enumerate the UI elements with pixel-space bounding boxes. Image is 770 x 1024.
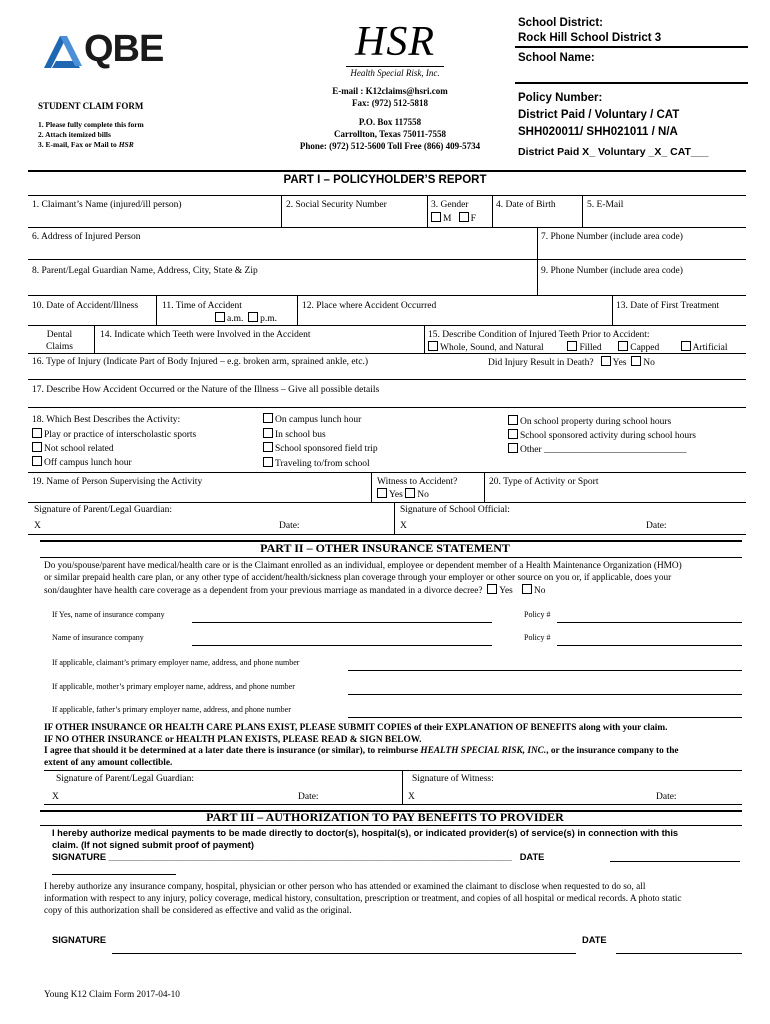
part2-title: PART II – OTHER INSURANCE STATEMENT — [260, 541, 510, 555]
p3-signature-label: SIGNATURE — [52, 935, 107, 945]
other-ins-yes-checkbox[interactable] — [487, 584, 497, 594]
activity-col-2: On campus lunch hour In school bus School sponsored field trip Traveling to/from school — [263, 413, 378, 471]
part3-paragraph: I hereby authorize any insurance company, hospital, physician or other person who has attended or examined the claimant to disclose when requested to do so, all information with respect to any injury, policy coverage, medical history, consultation, prescription or treatment, and copies of all hospital or medical records. A photo static copy of this authorization shall be considered as effective and valid as the original. — [44, 882, 682, 916]
policy-block — [518, 90, 708, 161]
dental-claims-label: Dental Claims — [46, 330, 73, 352]
policy-line-3: District Paid X_ Voluntary _X_ CAT___ — [518, 146, 709, 158]
field-guardian-phone: 9. Phone Number (include area code) — [541, 266, 683, 276]
witness-question: Witness to Accident? Yes No — [377, 477, 458, 500]
gender-f-checkbox[interactable] — [459, 212, 469, 222]
filled-checkbox[interactable] — [567, 341, 577, 351]
qbe-logo-text: QBE — [84, 28, 164, 70]
sig-parent-date: Date: — [279, 521, 300, 531]
field-place: 12. Place where Accident Occurred — [302, 301, 437, 311]
policy-no-label-2: Policy # — [524, 633, 551, 642]
claimant-employer-label: If applicable, claimant’s primary employer name, address, and phone number — [52, 658, 300, 667]
field-email: 5. E-Mail — [587, 200, 624, 210]
hsr-logo-text: HSR — [355, 19, 435, 65]
other-checkbox[interactable] — [508, 443, 518, 453]
field-ssn: 2. Social Security Number — [286, 200, 387, 210]
sig-official-date: Date: — [646, 521, 667, 531]
field-guardian: 8. Parent/Legal Guardian Name, Address, City, State & Zip — [32, 266, 258, 276]
part2-notice: IF OTHER INSURANCE OR HEALTH CARE PLANS EXIST, PLEASE SUBMIT COPIES of their EXPLANATION OF BENEFITS along with your claim. IF NO OTHER INSURANCE or HEALTH PLAN EXISTS, PLEASE READ & SIGN BELOW. I agree that should it be determined at a later date there is insurance (or similar), to reimburse HEALTH SPECIAL RISK, INC., or the insurance company to the extent of any amount collectible. — [44, 723, 679, 768]
activity-col-1: Play or practice of interscholastic sports Not school related Off campus lunch hour — [32, 428, 196, 470]
field-first-treatment: 13. Date of First Treatment — [616, 301, 720, 311]
field-claimant-name: 1. Claimant’s Name (injured/ill person) — [32, 200, 182, 210]
not-school-checkbox[interactable] — [32, 442, 42, 452]
part1-title: PART I – POLICYHOLDER’S REPORT — [283, 174, 487, 186]
policy-line-1: District Paid / Voluntary / CAT — [518, 109, 680, 121]
am-checkbox[interactable] — [215, 312, 225, 322]
sig-official-label: Signature of School Official: — [400, 505, 510, 515]
instruction-3: 3. E-mail, Fax or Mail to HSR — [38, 140, 134, 149]
ins-name-label: Name of insurance company — [52, 633, 144, 642]
death-no-checkbox[interactable] — [631, 356, 641, 366]
contact-city: Carrollton, Texas 75011-7558 — [333, 129, 447, 139]
time-options: a.m. p.m. — [215, 312, 277, 325]
play-checkbox[interactable] — [32, 428, 42, 438]
contact-fax: Fax: (972) 512-5818 — [352, 98, 428, 108]
district-label: School District: — [518, 17, 603, 29]
qbe-logo-icon — [40, 30, 84, 72]
p2-sig-parent-label: Signature of Parent/Legal Guardian: — [56, 774, 194, 784]
field-injury-type: 16. Type of Injury (Indicate Part of Body Injured – e.g. broken arm, sprained ankle, etc.) — [32, 357, 369, 367]
field-activity-type: 20. Type of Activity or Sport — [489, 477, 599, 487]
activity-col-3: On school property during school hours School sponsored activity during school hours Other ______________________________ — [508, 415, 696, 457]
school-name-label: School Name: — [518, 52, 595, 64]
witness-no-checkbox[interactable] — [405, 488, 415, 498]
sig-parent-label: Signature of Parent/Legal Guardian: — [34, 505, 172, 515]
ins-yes-label: If Yes, name of insurance company — [52, 610, 165, 619]
school-property-checkbox[interactable] — [508, 415, 518, 425]
part2-paragraph: Do you/spouse/parent have medical/health care or is the Claimant enrolled as an individual, employee or dependent member of a Health Maintenance Organization (HMO) or similar prepaid health care plan, or any other type of accident/health/sickness plan coverage through your employer or other source on you or, if applicable, does your son/daughter have health care coverage as a dependent from your previous marriage as mandated in a divorce decree? Yes No — [44, 561, 682, 596]
hsr-logo — [340, 19, 450, 78]
p3-date-label-2: DATE — [582, 935, 607, 945]
artificial-checkbox[interactable] — [681, 341, 691, 351]
p2-sig-witness-label: Signature of Witness: — [412, 774, 494, 784]
off-campus-checkbox[interactable] — [32, 456, 42, 466]
field-dob: 4. Date of Birth — [496, 200, 556, 210]
instruction-1: 1. Please fully complete this form — [38, 120, 144, 129]
p2-sig-parent-date: Date: — [298, 792, 319, 802]
field-supervisor: 19. Name of Person Supervising the Activity — [32, 477, 203, 487]
contact-pobox: P.O. Box 117558 — [358, 117, 422, 127]
gender-m-checkbox[interactable] — [431, 212, 441, 222]
contact-phone: Phone: (972) 512-5600 Toll Free (866) 409-5734 — [299, 141, 481, 151]
p2-sig-witness-x: X — [408, 792, 415, 802]
traveling-checkbox[interactable] — [263, 457, 273, 467]
p2-sig-witness-date: Date: — [656, 792, 677, 802]
death-yes-checkbox[interactable] — [601, 356, 611, 366]
sig-parent-x: X — [34, 521, 41, 531]
other-ins-no-checkbox[interactable] — [522, 584, 532, 594]
field-gender: 3. Gender — [431, 200, 469, 210]
field-address: 6. Address of Injured Person — [32, 232, 141, 242]
policy-no-label-1: Policy # — [524, 610, 551, 619]
field-activity: 18. Which Best Describes the Activity: — [32, 415, 181, 425]
sig-official-x: X — [400, 521, 407, 531]
part3-auth: I hereby authorize medical payments to be made directly to doctor(s), hospital(s), or indicated provider(s) of service(s) in connection with this claim. (If not signed submit proof of payment) SIGNATURE ______________________________________________________________________________ DATE — [52, 828, 679, 862]
school-bus-checkbox[interactable] — [263, 428, 273, 438]
whole-checkbox[interactable] — [428, 341, 438, 351]
death-question: Did Injury Result in Death? Yes No — [488, 358, 655, 368]
p3-signature-line: SIGNATURE ______________________________________________________________________________ — [52, 852, 512, 862]
father-employer-label: If applicable, father’s primary employer name, address, and phone number — [52, 705, 291, 714]
policy-label: Policy Number: — [518, 92, 603, 104]
field-phone: 7. Phone Number (include area code) — [541, 232, 683, 242]
form-title: STUDENT CLAIM FORM — [38, 101, 144, 111]
field-describe-accident: 17. Describe How Accident Occurred or the Nature of the Illness – Give all possible details — [32, 385, 380, 395]
field-teeth-condition: 15. Describe Condition of Injured Teeth Prior to Accident: — [428, 330, 650, 340]
field-trip-checkbox[interactable] — [263, 442, 273, 452]
on-campus-checkbox[interactable] — [263, 413, 273, 423]
footer-form-id: Young K12 Claim Form 2017-04-10 — [44, 990, 180, 1000]
field-teeth: 14. Indicate which Teeth were Involved in the Accident — [100, 330, 311, 340]
p3-date-label: DATE — [519, 852, 545, 862]
pm-checkbox[interactable] — [248, 312, 258, 322]
p2-sig-parent-x: X — [52, 792, 59, 802]
gender-options: M F — [431, 212, 476, 225]
mother-employer-label: If applicable, mother’s primary employer name, address, and phone number — [52, 682, 295, 691]
part3-title: PART III – AUTHORIZATION TO PAY BENEFITS TO PROVIDER — [206, 810, 564, 824]
capped-checkbox[interactable] — [618, 341, 628, 351]
instruction-2: 2. Attach itemized bills — [38, 130, 111, 139]
field-accident-date: 10. Date of Accident/Illness — [32, 301, 139, 311]
witness-yes-checkbox[interactable] — [377, 488, 387, 498]
district-value: Rock Hill School District 3 — [518, 32, 662, 44]
teeth-condition-options: Whole, Sound, and Natural Filled Capped Artificial — [428, 341, 746, 354]
school-district — [518, 16, 661, 46]
field-accident-time: 11. Time of Accident — [162, 301, 242, 311]
qbe-logo — [40, 30, 170, 72]
school-activity-checkbox[interactable] — [508, 429, 518, 439]
hsr-subtitle: Health Special Risk, Inc. — [350, 68, 440, 78]
contact-block — [280, 85, 500, 152]
contact-email: E-mail : K12claims@hsri.com — [332, 86, 448, 96]
policy-line-2: SHH020011/ SHH021011 / N/A — [518, 126, 678, 138]
instructions — [38, 120, 144, 150]
